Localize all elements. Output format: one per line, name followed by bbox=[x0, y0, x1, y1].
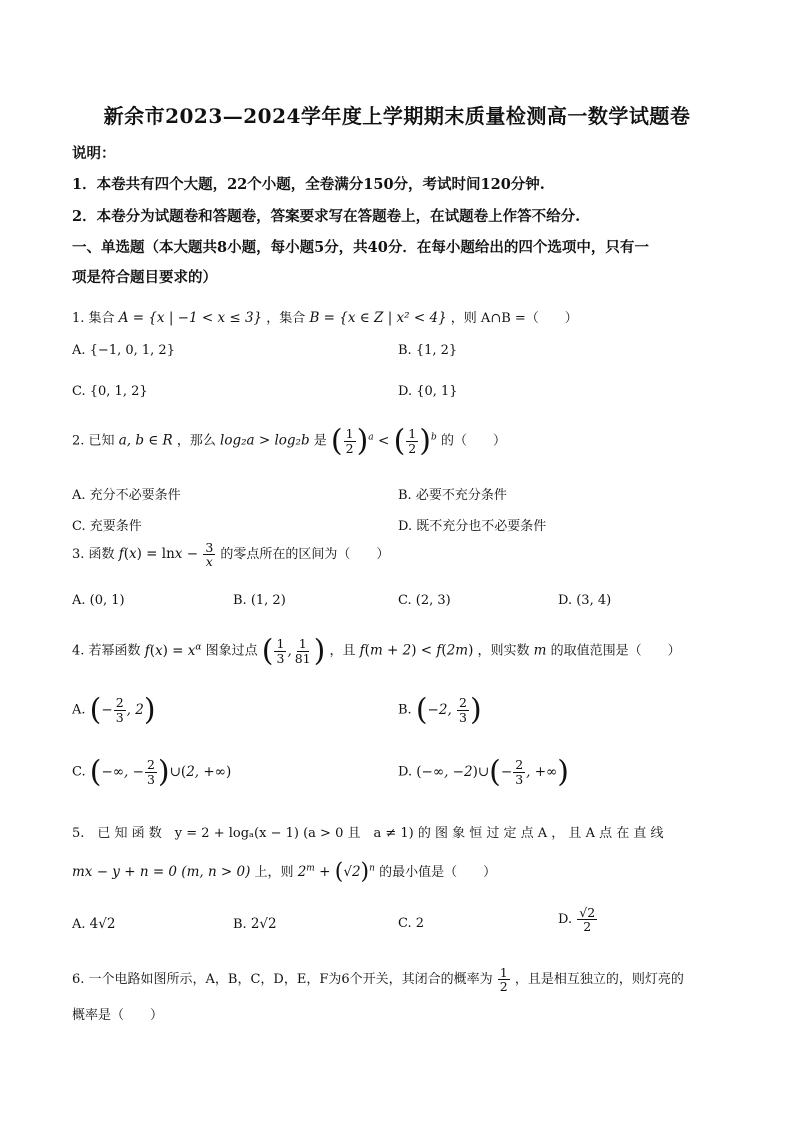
q1-option-b: B. {1, 2} bbox=[398, 343, 458, 358]
q2-log-inequality: log₂a > log₂b bbox=[220, 432, 310, 449]
q3-option-c: C. (2, 3) bbox=[398, 593, 451, 608]
q2-suffix: 的（ ） bbox=[441, 433, 507, 449]
section1-line1: 一、单选题（本大题共8小题，每小题5分，共40分．在每小题给出的四个选项中，只有一 bbox=[72, 239, 649, 256]
question-2 bbox=[72, 423, 507, 458]
q4-suffix: 的取值范围是（ ） bbox=[550, 643, 681, 659]
q1-mid: ，集合 bbox=[266, 311, 306, 326]
note-item-1: 1．本卷共有四个大题，22个小题，全卷满分150分，考试时间120分钟. bbox=[72, 176, 545, 193]
q3-function: f(x) = lnx − $\frac{3}{x}$ bbox=[118, 540, 214, 570]
q5-option-c: C. 2 bbox=[398, 916, 425, 931]
section1-line2: 项是符合题目要求的） bbox=[72, 269, 217, 286]
q2-mid1: ，那么 bbox=[176, 433, 216, 449]
q1-option-d: D. {0, 1} bbox=[398, 384, 458, 399]
q4-prefix: 4. 若幂函数 bbox=[72, 643, 141, 659]
q1-set-b: B = {x ∈ Z | x² < 4} bbox=[309, 310, 447, 326]
q4-option-c: C. (−∞, − $\frac{2}{3}$ )∪(2, +∞) bbox=[72, 754, 232, 789]
q4-option-a: A. (− $\frac{2}{3}$ , 2) bbox=[72, 692, 156, 727]
page-title: 新余市2023—2024学年度上学期期末质量检测高一数学试题卷 bbox=[103, 104, 691, 128]
q3-suffix: 的零点所在的区间为（ ） bbox=[220, 547, 390, 563]
question-1 bbox=[72, 307, 578, 326]
q1-prefix: 1. 集合 bbox=[72, 311, 115, 326]
q4-option-d: D. (−∞, −2)∪(− $\frac{2}{3}$ , +∞) bbox=[398, 754, 569, 789]
q4-option-b: B. (−2, $\frac{2}{3}$ ) bbox=[398, 692, 482, 727]
q2-option-b: B. 必要不充分条件 bbox=[398, 488, 507, 503]
q2-prefix: 2. 已知 bbox=[72, 433, 115, 449]
q2-option-a: A. 充分不必要条件 bbox=[72, 488, 181, 503]
q2-condition: a, b ∈ R bbox=[118, 432, 173, 449]
q3-prefix: 3. 函数 bbox=[72, 547, 115, 563]
q1-option-c: C. {0, 1, 2} bbox=[72, 384, 148, 399]
q1-option-a: A. {−1, 0, 1, 2} bbox=[72, 343, 175, 358]
q2-mid2: 是 bbox=[313, 433, 327, 449]
q2-option-c: C. 充要条件 bbox=[72, 519, 142, 534]
question-3 bbox=[72, 541, 389, 568]
q1-set-a: A = {x | −1 < x ≤ 3} bbox=[118, 310, 263, 326]
q4-mid2: ，且 bbox=[329, 643, 356, 659]
q2-option-d: D. 既不充分也不必要条件 bbox=[398, 519, 547, 534]
q1-suffix: ，则 A∩B =（ ） bbox=[450, 311, 578, 326]
notes-heading: 说明： bbox=[72, 145, 116, 162]
q5-option-b: B. 2√2 bbox=[233, 916, 277, 932]
q4-inequality: f(m + 2) < f(2m) bbox=[359, 642, 474, 659]
q5-option-d: D. $\frac{√2}{2}$ bbox=[558, 905, 596, 935]
q4-mid3: ，则实数 bbox=[477, 643, 530, 659]
q3-option-a: A. (0, 1) bbox=[72, 593, 125, 608]
note-item-2: 2．本卷分为试题卷和答题卷，答案要求写在答题卷上，在试题卷上作答不给分. bbox=[72, 208, 581, 225]
q5-option-a: A. 4√2 bbox=[72, 916, 116, 932]
q2-exp-inequality: ( $\frac{1}{2}$ )$^a$ < ( $\frac{1}{2}$ )$^b$ bbox=[330, 423, 437, 458]
q6-line1: 6. 一个电路如图所示，A，B，C，D，E，F为6个开关，其闭合的概率为 $\frac{1}{2}$ ，且是相互独立的，则灯亮的 bbox=[72, 965, 684, 995]
q6-line2: 概率是（ ） bbox=[72, 1008, 164, 1023]
q3-option-d: D. (3, 4) bbox=[558, 593, 612, 608]
q4-point: ( $\frac{1}{3}$ , $\frac{1}{81}$ ) bbox=[261, 633, 326, 668]
question-4: 4. 若幂函数 $f(x) = x^\alpha$ 图象过点 ( $\frac{1}{3}$ , $\frac{1}{81}$ ) ，且 f(m + 2) < f(2m) ，则实数 m 的取值范围是（ ） bbox=[72, 633, 681, 668]
q4-function: $f(x) = x^\alpha$ bbox=[144, 642, 202, 659]
q3-option-b: B. (1, 2) bbox=[233, 593, 286, 608]
q5-line2: mx − y + n = 0 (m, n > 0) 上，则 $2^m + (√2)^n$ 的最小值是（ ） bbox=[72, 859, 497, 885]
q4-mid1: 图象过点 bbox=[205, 643, 258, 659]
q5-line1: 5. 已 知 函 数 y = 2 + logₐ(x − 1) (a > 0 且 a ≠ 1) 的 图 象 恒 过 定 点 A ， 且 A 点 在 直 线 bbox=[72, 826, 664, 841]
